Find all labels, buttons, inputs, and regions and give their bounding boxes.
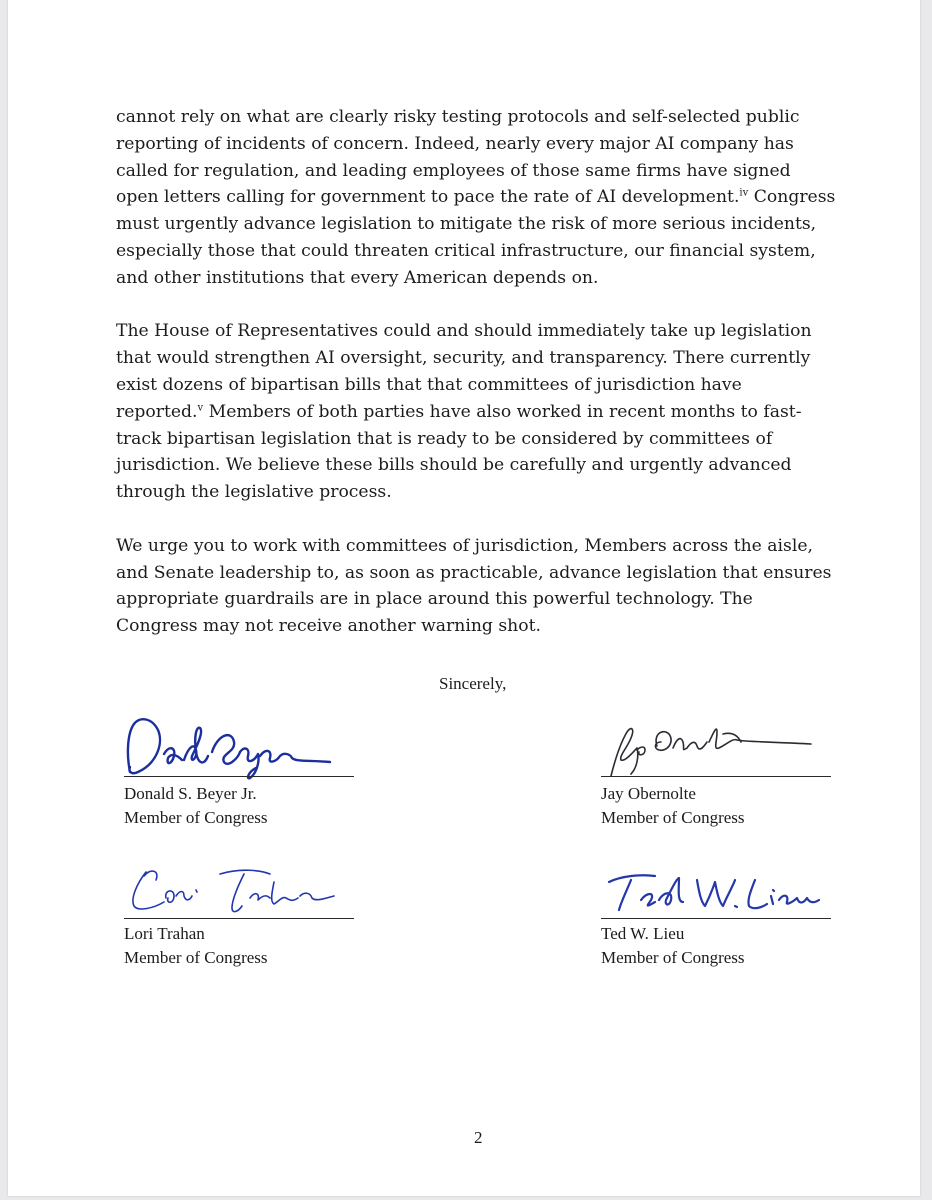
paragraph-3 [116,533,836,640]
paragraph-2 [116,318,836,506]
signature-obernolte [597,712,837,782]
signature-line [601,776,831,777]
paragraph-2-text-a: The House of Representatives could and should immediately take up legislation that would strengthen AI oversight, security, and transparency. There currently exist dozens of bipartisan bills that that committees of jurisdiction have reported. [116,321,812,422]
signature-lieu [597,852,837,922]
letter-body [116,104,836,667]
footnote-marker-v: v [197,402,204,414]
signatory-title: Member of Congress [124,808,268,827]
signature-line [601,918,831,919]
closing-salutation: Sincerely, [439,674,507,693]
signature-line [124,918,354,919]
signatory-name: Ted W. Lieu [601,924,685,943]
paragraph-1-text-a: cannot rely on what are clearly risky testing protocols and self-selected public reporting of incidents of concern. Indeed, nearly every major AI company has called for regulation, and leading employees of those same firms have signed open letters calling for government to pace the rate of AI development. [116,107,800,208]
footnote-marker-iv: iv [739,187,749,199]
signatory-title: Member of Congress [124,948,268,967]
page-number: 2 [474,1128,483,1147]
paragraph-1-text-b: Congress must urgently advance legislation to mitigate the risk of more serious incidents, especially those that could threaten critical infrastructure, our financial system, and other institutions that every American depends on. [116,187,836,288]
signatory-name: Donald S. Beyer Jr. [124,784,257,803]
signature-beyer [120,712,360,782]
signature-line [124,776,354,777]
letter-page [8,0,920,1196]
signatory-title: Member of Congress [601,808,745,827]
paragraph-2-text-b: Members of both parties have also worked in recent months to fast- track bipartisan legislation that is ready to be considered by committees of jurisdiction. We believe these bills should be carefully and urgently advanced through the legislative process. [116,401,802,503]
signatory-name: Lori Trahan [124,924,205,943]
paragraph-1 [116,104,836,292]
signatory-name: Jay Obernolte [601,784,696,803]
paragraph-3-text: We urge you to work with committees of jurisdiction, Members across the aisle, and Senate leadership to, as soon as practicable, advance legislation that ensures appropriate guardrails are in place around this powerful technology. The Congress may not receive another warning shot. [116,535,832,637]
signature-trahan [120,852,360,922]
signatory-title: Member of Congress [601,948,745,967]
